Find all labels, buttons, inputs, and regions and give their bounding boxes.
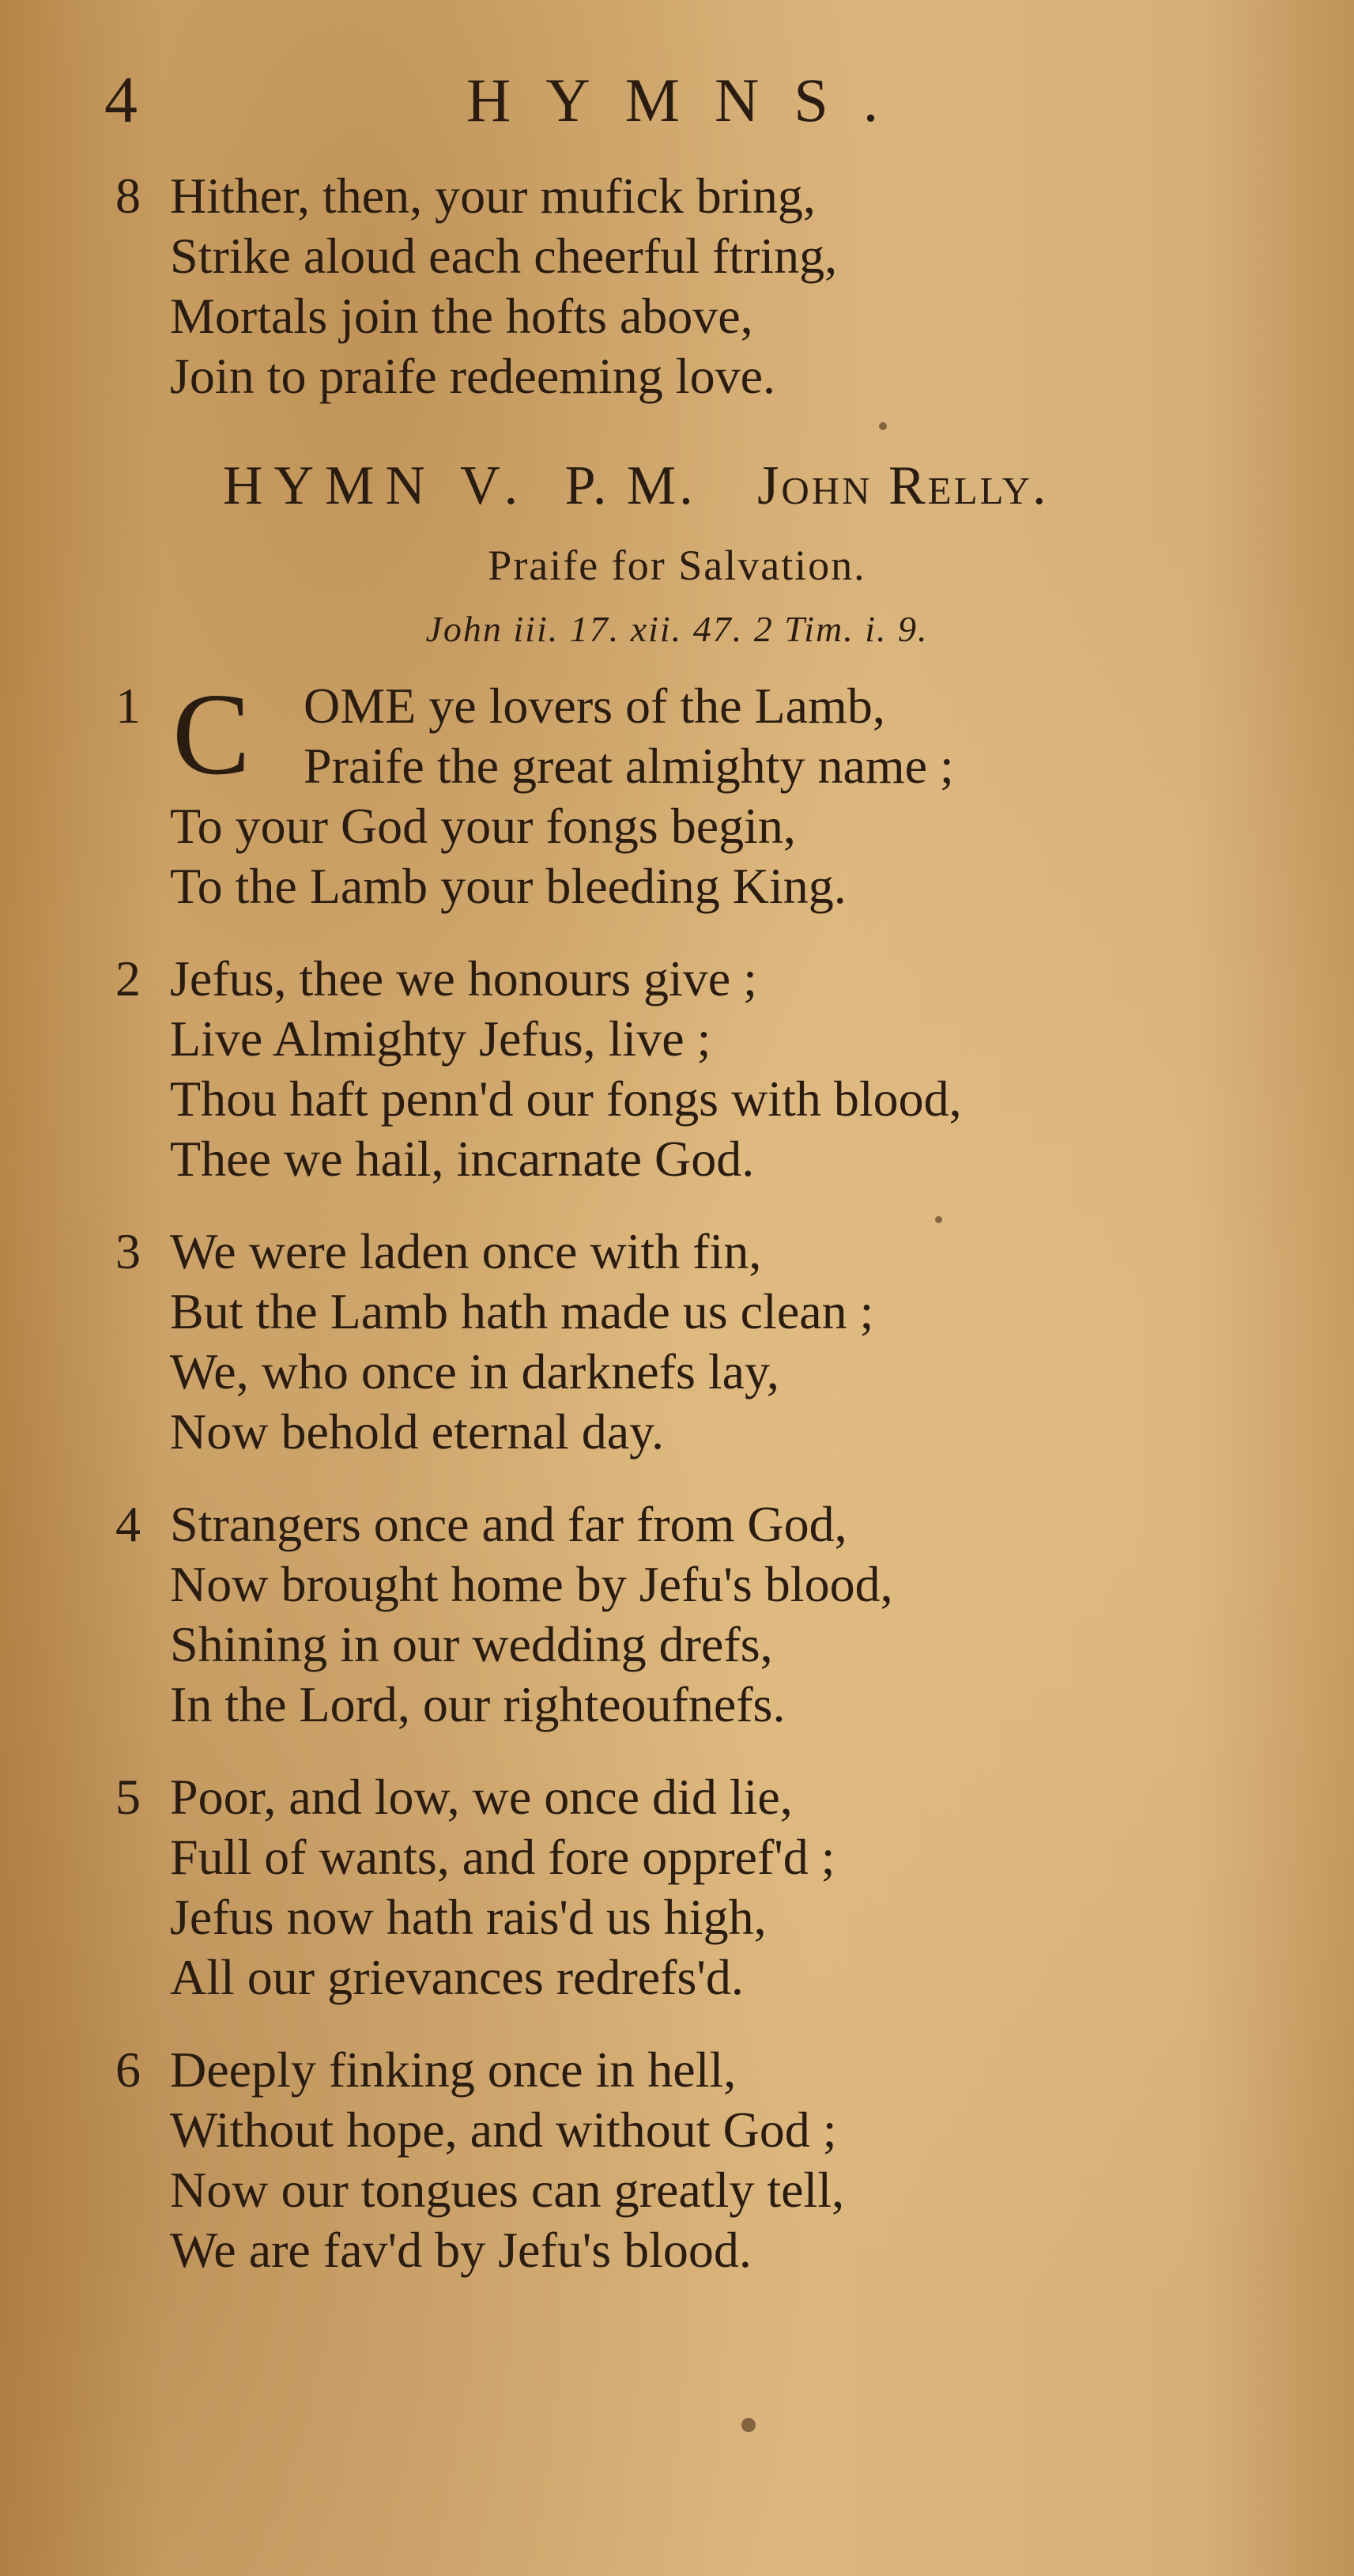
verse-line: Strike aloud each cheerful ftring, [170, 228, 838, 284]
verse-number: 6 [115, 2042, 141, 2098]
verse-number: 4 [115, 1496, 141, 1552]
verse-line: We were laden once with fin, [170, 1223, 762, 1279]
page-header [0, 57, 1354, 144]
verse-line: All our grievances redrefs'd. [170, 1949, 744, 2005]
verse-line: Now behold eternal day. [170, 1403, 664, 1460]
hymn-subtitle: Praife for Salvation. [488, 542, 866, 589]
verse-line: Now brought home by Jefu's blood, [170, 1556, 893, 1612]
verse-number: 1 [115, 678, 141, 734]
verse-line: To the Lamb your bleeding King. [170, 858, 847, 914]
verse-line: We, who once in darknefs lay, [170, 1343, 779, 1399]
verse-line: Jefus now hath rais'd us high, [170, 1889, 767, 1945]
verse-line: We are fav'd by Jefu's blood. [170, 2222, 752, 2278]
hymn-meter: P. M. [564, 455, 696, 516]
verse-line: Thou haft penn'd our fongs with blood, [170, 1071, 962, 1127]
verse-line: Jefus, thee we honours give ; [170, 950, 757, 1007]
hymn-author: John Relly. [757, 455, 1049, 516]
scripture-references: John iii. 17. xii. 47. 2 Tim. i. 9. [425, 609, 929, 649]
hymn-heading: HYMN V. [223, 455, 530, 516]
ink-spot [879, 422, 887, 430]
verse-line: Shining in our wedding drefs, [170, 1616, 773, 1672]
verse-number: 5 [115, 1769, 141, 1825]
verse-line: Now our tongues can greatly tell, [170, 2162, 845, 2218]
verse-line: Mortals join the hofts above, [170, 288, 753, 344]
verse-line: OME ye lovers of the Lamb, [304, 678, 885, 734]
verse-line: Join to praife redeeming love. [170, 348, 775, 404]
page-number: 4 [104, 63, 138, 137]
verse-number: 3 [115, 1223, 141, 1279]
drop-cap: C [172, 670, 251, 799]
ink-spot [741, 2418, 756, 2432]
verse-line: Thee we hail, incarnate God. [170, 1131, 755, 1187]
verse-line: Poor, and low, we once did lie, [170, 1769, 793, 1825]
ink-spot [935, 1216, 942, 1223]
verse-line: In the Lord, our righteoufnefs. [170, 1676, 786, 1732]
verse-number: 2 [115, 950, 141, 1007]
verse-line: Praife the great almighty name ; [304, 738, 954, 794]
verse-line: Full of wants, and fore oppref'd ; [170, 1829, 835, 1885]
verse-line: Deeply finking once in hell, [170, 2042, 737, 2098]
hymn-title [223, 451, 1048, 522]
running-title: HYMNS. [466, 66, 914, 134]
verse-line: To your God your fongs begin, [170, 798, 796, 854]
verse-line: Live Almighty Jefus, live ; [170, 1010, 711, 1067]
verse-line: Hither, then, your mufick bring, [170, 168, 816, 224]
verse-number: 8 [115, 168, 141, 224]
verse-line: Without hope, and without God ; [170, 2102, 837, 2158]
verse-line: But the Lamb hath made us clean ; [170, 1283, 874, 1339]
verse-line: Strangers once and far from God, [170, 1496, 847, 1552]
